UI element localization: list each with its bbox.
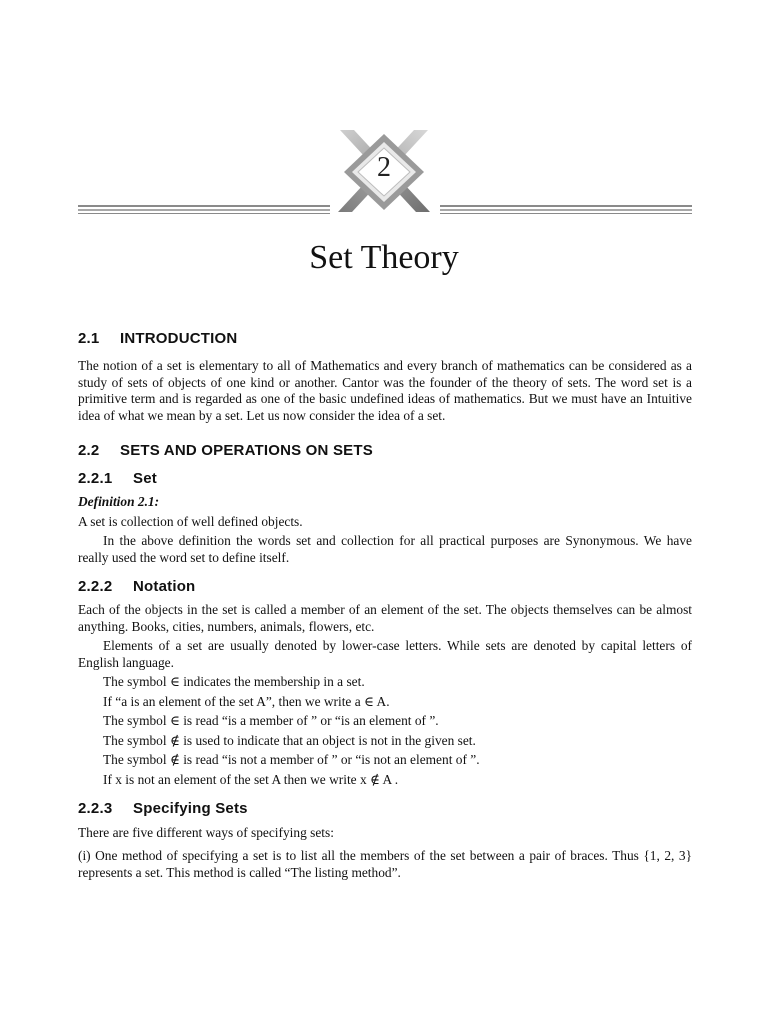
- specifying-intro: There are five different ways of specifying sets:: [78, 825, 334, 840]
- chapter-number: 2: [377, 152, 391, 183]
- notation-line: If x is not an element of the set A then we write x ∉ A .: [103, 772, 399, 787]
- notation-line: The symbol ∈ is read “is a member of ” or “is an element of ”.: [103, 713, 439, 728]
- section-number: 2.2.1: [78, 470, 113, 487]
- set-paragraph: In the above definition the words set and collection for all practical purposes are Synonymous. We have really used the word set to define itself.: [78, 533, 692, 565]
- notation-line: The symbol ∉ is read “is not a member of ” or “is not an element of ”.: [103, 752, 480, 767]
- header-rule-left: [78, 205, 330, 215]
- definition-text: A set is collection of well defined objects.: [78, 514, 303, 529]
- section-number: 2.2.2: [78, 578, 113, 595]
- section-number: 2.1: [78, 330, 100, 347]
- chapter-title: Set Theory: [309, 239, 459, 276]
- section-title: SETS AND OPERATIONS ON SETS: [120, 442, 373, 459]
- section-title: Notation: [133, 578, 196, 595]
- notation-line: If “a is an element of the set A”, then we write a ∈ A.: [103, 694, 390, 709]
- section-number: 2.2: [78, 442, 100, 459]
- section-title: Set: [133, 470, 157, 487]
- notation-line: The symbol ∈ indicates the membership in a set.: [103, 674, 365, 689]
- intro-paragraph: The notion of a set is elementary to all of Mathematics and every branch of mathematics can be considered as a study of sets of objects of one kind or another. Cantor was the founder of the theory of sets. The word set is a primitive term and is regarded as one of the basic undefined ideas of mathematics. But we must have an Intuitive idea of what we mean by a set. Let us now consider the idea of a set.: [78, 358, 692, 423]
- section-heading-2-1: [78, 329, 237, 349]
- section-title: Specifying Sets: [133, 800, 248, 817]
- notation-paragraph-2: Elements of a set are usually denoted by lower-case letters. While sets are denoted by capital letters of English language.: [78, 638, 692, 670]
- header-rule-right: [440, 205, 692, 215]
- section-heading-2-2-2: [78, 577, 195, 597]
- section-number: 2.2.3: [78, 800, 113, 817]
- section-title: INTRODUCTION: [120, 330, 238, 347]
- section-heading-2-2-1: [78, 469, 157, 489]
- notation-paragraph-1: Each of the objects in the set is called a member of an element of the set. The objects themselves can be almost anything. Books, cities, numbers, animals, flowers, etc.: [78, 602, 692, 634]
- notation-line: The symbol ∉ is used to indicate that an object is not in the given set.: [103, 733, 476, 748]
- section-heading-2-2: [78, 441, 373, 461]
- listing-method-paragraph: (i) One method of specifying a set is to list all the members of the set between a pair of braces. Thus {1, 2, 3} represents a set. This method is called “The listing method”.: [78, 848, 692, 880]
- definition-label: Definition 2.1:: [78, 494, 160, 509]
- section-heading-2-2-3: [78, 799, 248, 819]
